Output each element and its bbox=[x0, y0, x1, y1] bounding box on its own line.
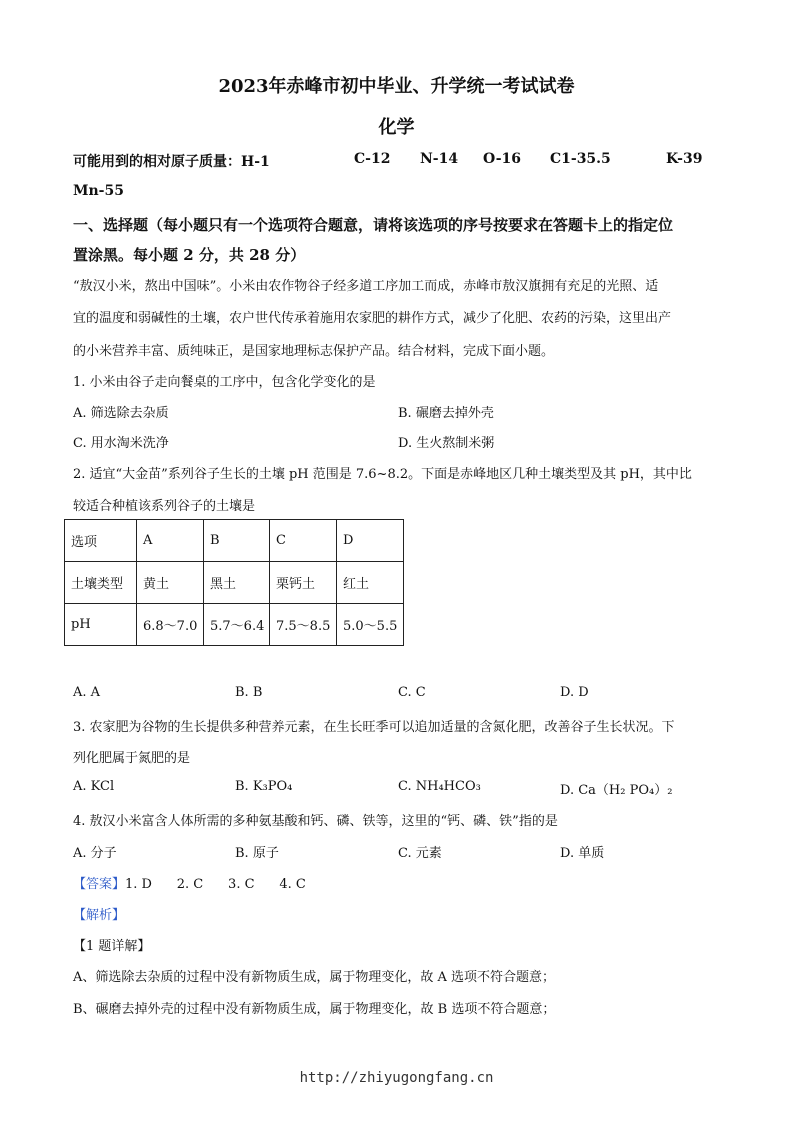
answer-text: 1. D 2. C 3. C 4. C bbox=[125, 877, 306, 892]
table-cell: 红土 bbox=[337, 562, 404, 604]
atomic-mass-label bbox=[73, 151, 270, 171]
table-row bbox=[65, 604, 404, 646]
atomic-mass-mn: Mn-55 bbox=[73, 183, 124, 199]
analysis-line-a: A、筛选除去杂质的过程中没有新物质生成，属于物理变化，故 A 选项不符合题意； bbox=[73, 970, 556, 985]
q3-stem-line1: 3. 农家肥为谷物的生长提供多种营养元素，在生长旺季可以追加适量的含氮化肥，改善谷子生长状况。下 bbox=[73, 720, 675, 735]
q3-option-a: A. KCl bbox=[73, 779, 115, 794]
q4-option-a: A. 分子 bbox=[73, 846, 117, 861]
answer-label: 【答案】 bbox=[73, 877, 126, 892]
table-cell: B bbox=[204, 520, 270, 562]
q1-option-b: B. 碾磨去掉外壳 bbox=[398, 406, 494, 421]
table-cell: 5.0～5.5 bbox=[337, 604, 404, 646]
table-cell: 6.8～7.0 bbox=[137, 604, 204, 646]
material-line-3: 的小米营养丰富、质纯味正，是国家地理标志保护产品。结合材料，完成下面小题。 bbox=[73, 344, 555, 359]
q3-option-c: C. NH₄HCO₃ bbox=[398, 779, 481, 794]
section-heading-line1: 一、选择题（每小题只有一个选项符合题意，请将该选项的序号按要求在答题卡上的指定位 bbox=[73, 216, 674, 234]
table-cell: 土壤类型 bbox=[65, 562, 137, 604]
document-title: 2023年赤峰市初中毕业、升学统一考试试卷 bbox=[218, 76, 575, 97]
table-cell: 7.5～8.5 bbox=[270, 604, 337, 646]
table-cell: C bbox=[270, 520, 337, 562]
table-cell: 选项 bbox=[65, 520, 137, 562]
q2-option-b: B. B bbox=[235, 685, 263, 700]
atomic-mass-c: C-12 bbox=[354, 151, 391, 167]
q3-stem-line2: 列化肥属于氮肥的是 bbox=[73, 751, 191, 766]
table-cell: 栗钙土 bbox=[270, 562, 337, 604]
material-line-1: “敖汉小米，熬出中国味”。小米由农作物谷子经多道工序加工而成，赤峰市敖汉旗拥有充足的光照、适 bbox=[73, 279, 659, 294]
q4-stem: 4. 敖汉小米富含人体所需的多种氨基酸和钙、磷、铁等，这里的“钙、磷、铁”指的是 bbox=[73, 814, 558, 829]
atomic-mass-k: K-39 bbox=[666, 151, 703, 167]
q3-option-d: D. Ca（H₂ PO₄）₂ bbox=[560, 783, 673, 798]
q2-option-a: A. A bbox=[73, 685, 101, 700]
q4-option-d: D. 单质 bbox=[560, 846, 605, 861]
answer-line bbox=[73, 873, 306, 892]
table-cell: 5.7～6.4 bbox=[204, 604, 270, 646]
table-cell: pH bbox=[65, 604, 137, 646]
q1-option-c: C. 用水淘米洗净 bbox=[73, 436, 169, 451]
subject-title: 化学 bbox=[378, 117, 415, 138]
footer-url: http://zhiyugongfang.cn bbox=[299, 1070, 494, 1086]
atomic-mass-n: N-14 bbox=[420, 151, 459, 167]
atomic-mass-h: H-1 bbox=[241, 154, 270, 170]
atomic-mass-cl: C1-35.5 bbox=[550, 151, 611, 167]
q1-stem: 1. 小米由谷子走向餐桌的工序中，包含化学变化的是 bbox=[73, 375, 376, 390]
q4-option-b: B. 原子 bbox=[235, 846, 279, 861]
analysis-label: 【解析】 bbox=[73, 908, 126, 923]
table-cell: A bbox=[137, 520, 204, 562]
q2-option-d: D. D bbox=[560, 685, 589, 700]
section-heading-line2: 置涂黑。每小题 2 分，共 28 分） bbox=[73, 246, 306, 264]
atomic-mass-prefix: 可能用到的相对原子质量： bbox=[73, 154, 241, 170]
soil-ph-table bbox=[64, 519, 404, 646]
q2-stem-line2: 较适合种植该系列谷子的土壤是 bbox=[73, 499, 256, 514]
q2-stem-line1: 2. 适宜“大金苗”系列谷子生长的土壤 pH 范围是 7.6~8.2。下面是赤峰地区几种土壤类型及其 pH，其中比 bbox=[73, 467, 692, 482]
table-cell: D bbox=[337, 520, 404, 562]
table-cell: 黑土 bbox=[204, 562, 270, 604]
table-row bbox=[65, 520, 404, 562]
atomic-mass-o: O-16 bbox=[483, 151, 522, 167]
q1-option-a: A. 筛选除去杂质 bbox=[73, 406, 169, 421]
q2-option-c: C. C bbox=[398, 685, 426, 700]
analysis-detail-title: 【1 题详解】 bbox=[73, 939, 151, 954]
table-cell: 黄土 bbox=[137, 562, 204, 604]
q4-option-c: C. 元素 bbox=[398, 846, 442, 861]
q1-option-d: D. 生火熬制米粥 bbox=[398, 436, 495, 451]
material-line-2: 宜的温度和弱碱性的土壤，农户世代传承着施用农家肥的耕作方式，减少了化肥、农药的污染，这里出产 bbox=[73, 311, 672, 326]
table-row bbox=[65, 562, 404, 604]
q3-option-b: B. K₃PO₄ bbox=[235, 779, 293, 794]
analysis-line-b: B、碾磨去掉外壳的过程中没有新物质生成，属于物理变化，故 B 选项不符合题意； bbox=[73, 1002, 556, 1017]
